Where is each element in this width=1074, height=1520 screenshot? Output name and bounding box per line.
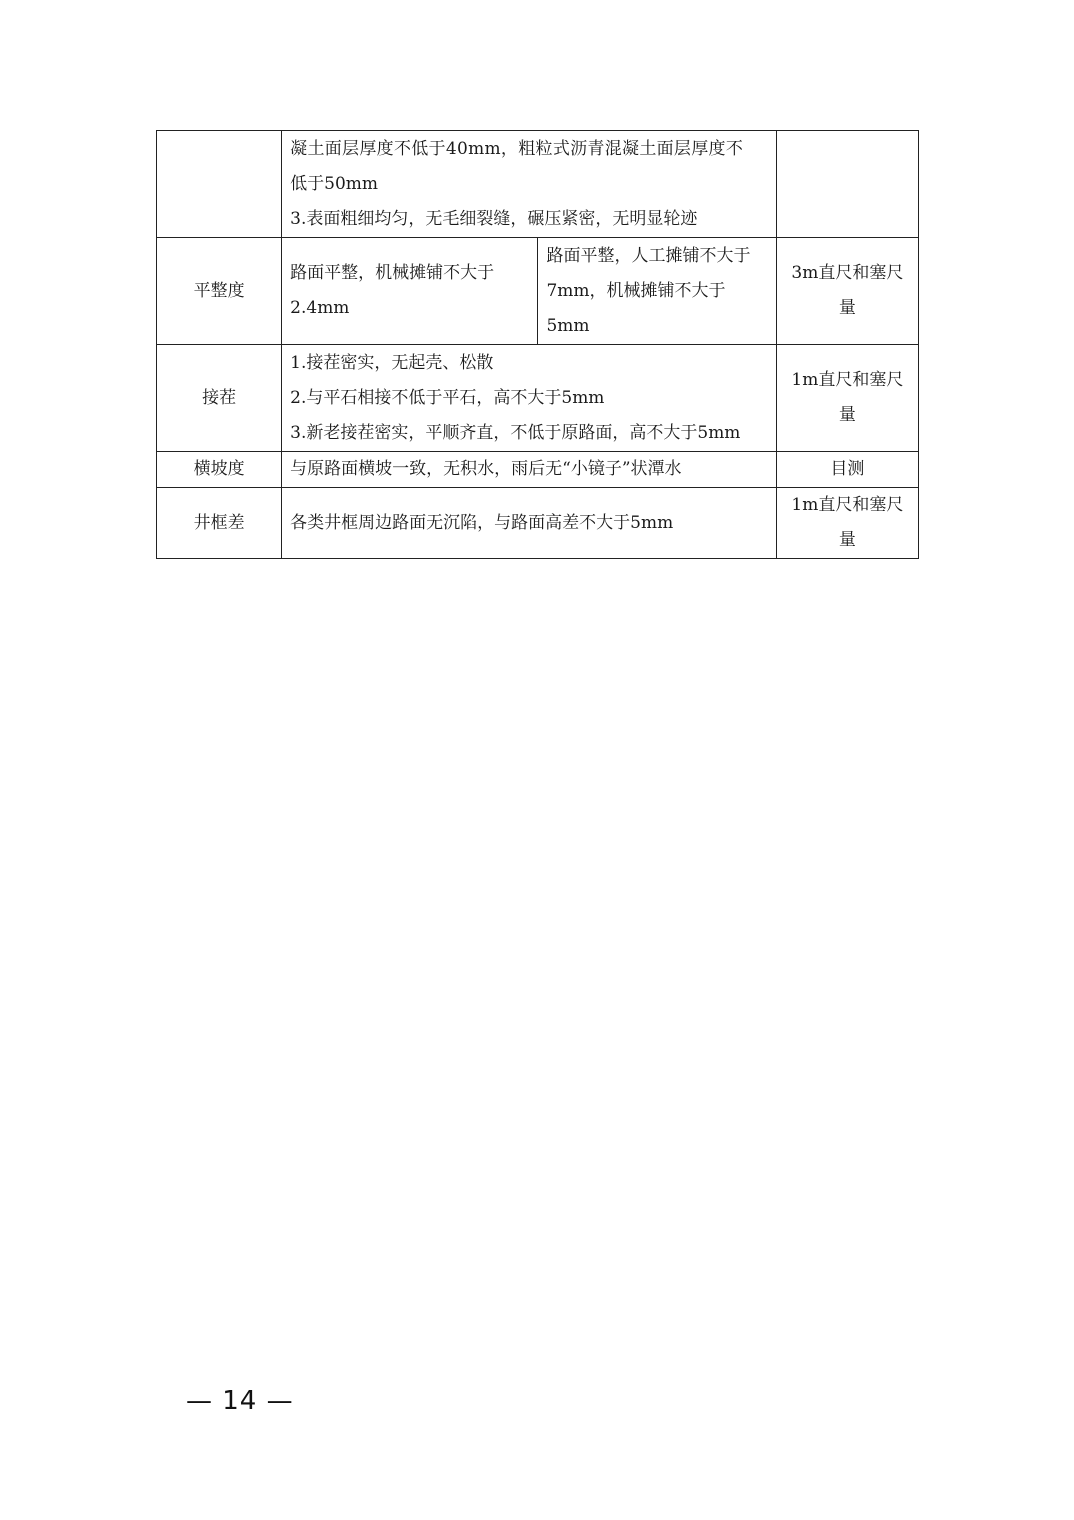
item-cell: 横坡度	[157, 452, 282, 488]
requirement-line: 7mm，机械摊铺不大于	[546, 280, 726, 301]
requirement-b-cell	[538, 238, 776, 345]
requirement-cell	[282, 131, 777, 238]
method-line: 1m直尺和塞尺	[791, 495, 904, 515]
method-cell	[776, 238, 918, 345]
table-row	[157, 452, 919, 488]
table-row	[157, 488, 919, 559]
quality-standards-table	[156, 130, 919, 559]
requirement-a-cell	[282, 238, 538, 345]
requirement-line: 5mm	[546, 315, 590, 336]
method-line: 3m直尺和塞尺	[791, 263, 904, 283]
page-number: — 14 —	[186, 1386, 294, 1416]
table-row	[157, 238, 919, 345]
requirement-line: 2.与平石相接不低于平石，高不大于5mm	[290, 387, 605, 408]
method-line: 量	[838, 298, 856, 318]
method-cell	[776, 131, 918, 238]
table-row	[157, 345, 919, 452]
method-cell	[776, 488, 918, 559]
table-row	[157, 131, 919, 238]
item-cell	[157, 131, 282, 238]
requirement-line: 与原路面横坡一致，无积水，雨后无“小镜子”状潭水	[290, 459, 682, 479]
requirement-cell	[282, 488, 777, 559]
item-cell: 平整度	[157, 238, 282, 345]
requirement-line: 1.接茬密实，无起壳、松散	[290, 352, 494, 373]
method-line: 1m直尺和塞尺	[791, 370, 904, 390]
item-cell: 井框差	[157, 488, 282, 559]
requirement-line: 各类井框周边路面无沉陷，与路面高差不大于5mm	[290, 512, 674, 533]
requirement-cell	[282, 452, 777, 488]
requirement-cell	[282, 345, 777, 452]
method-line: 量	[838, 530, 856, 550]
requirement-line: 凝土面层厚度不低于40mm，粗粒式沥青混凝土面层厚度不	[290, 138, 744, 159]
item-cell: 接茬	[157, 345, 282, 452]
method-line: 量	[838, 405, 856, 425]
requirement-line: 3.新老接茬密实，平顺齐直，不低于原路面，高不大于5mm	[290, 422, 741, 443]
method-cell	[776, 345, 918, 452]
requirement-line: 2.4mm	[290, 298, 350, 318]
requirement-line: 路面平整，人工摊铺不大于	[546, 245, 751, 266]
method-line: 目测	[830, 459, 865, 479]
method-cell	[776, 452, 918, 488]
requirement-line: 路面平整，机械摊铺不大于	[290, 263, 495, 283]
requirement-line: 3.表面粗细均匀，无毛细裂缝，碾压紧密，无明显轮迹	[290, 208, 698, 229]
requirement-line: 低于50mm	[290, 173, 379, 194]
